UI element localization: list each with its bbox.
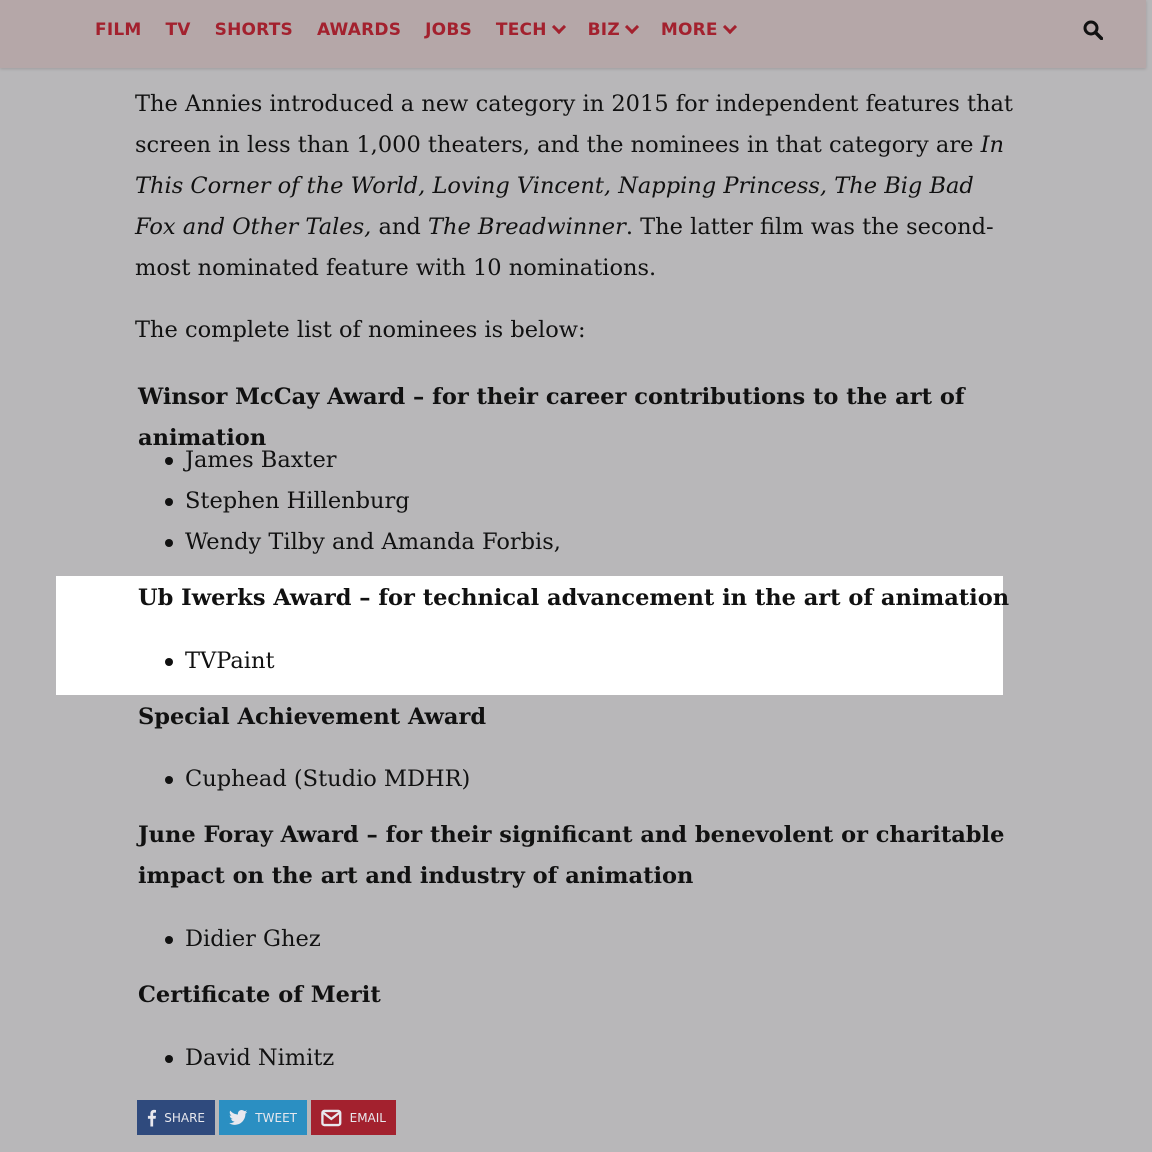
nav-item-shorts[interactable]: SHORTS [214,20,293,40]
section-heading-june-foray: June Foray Award – for their significant and benevolent or charitable impact on the art and industry of animation [138,822,1005,889]
nav-item-film[interactable]: FILM [95,20,142,40]
twitter-icon [229,1109,247,1126]
section-heading-certificate-of-merit: Certificate of Merit [138,982,381,1008]
nav-menu [95,0,735,60]
nav-item-more[interactable]: MORE [661,20,735,40]
nominee-list-june-foray [185,919,321,960]
search-icon[interactable] [1083,20,1103,40]
chevron-down-icon [723,20,737,34]
top-navigation [0,0,1146,68]
section-heading-winsor-mccay: Winsor McCay Award – for their career contributions to the art of animation [138,384,965,451]
nav-item-tv[interactable]: TV [165,20,191,40]
facebook-icon [147,1107,156,1129]
list-item: David Nimitz [185,1038,334,1079]
list-item: TVPaint [185,641,275,682]
share-buttons [137,1100,396,1135]
nav-item-biz[interactable]: BIZ [588,20,637,40]
film-titles: In This Corner of the World, Loving Vincent, Napping Princess, The Big Bad Fox and Other Tales, [135,132,1004,240]
list-intro: The complete list of nominees is below: [135,317,586,343]
nominee-list-certificate-of-merit [185,1038,334,1079]
chevron-down-icon [625,20,639,34]
facebook-share-button[interactable]: SHARE [137,1100,215,1135]
list-item: James Baxter [185,440,561,481]
nominee-list-ub-iwerks [185,641,275,682]
section-heading-special-achievement: Special Achievement Award [138,704,487,730]
nav-item-tech[interactable]: TECH [496,20,564,40]
intro-paragraph: The Annies introduced a new category in 2015 for independent features that screen in less than 1,000 theaters, and the nominees in that category are In This Corner of the World, Loving Vincent, Napping Princess, The Big Bad Fox and Other Tales, and The Breadwinner. The latter film was the second-most nominated feature with 10 nominations. [135,91,1013,281]
section-heading-ub-iwerks: Ub Iwerks Award – for technical advancement in the art of animation [138,585,1010,611]
list-item: Didier Ghez [185,919,321,960]
nav-item-jobs[interactable]: JOBS [425,20,472,40]
film-title-breadwinner: The Breadwinner [427,214,626,240]
list-item: Stephen Hillenburg [185,481,561,522]
list-item: Cuphead (Studio MDHR) [185,759,470,800]
nominee-list-special-achievement [185,759,470,800]
email-share-button[interactable]: EMAIL [311,1100,396,1135]
nav-item-awards[interactable]: AWARDS [316,20,402,40]
envelope-icon [321,1109,342,1127]
twitter-tweet-button[interactable]: TWEET [219,1100,307,1135]
chevron-down-icon [552,20,566,34]
list-item: Wendy Tilby and Amanda Forbis, [185,522,561,563]
nominee-list-winsor-mccay [185,440,561,563]
